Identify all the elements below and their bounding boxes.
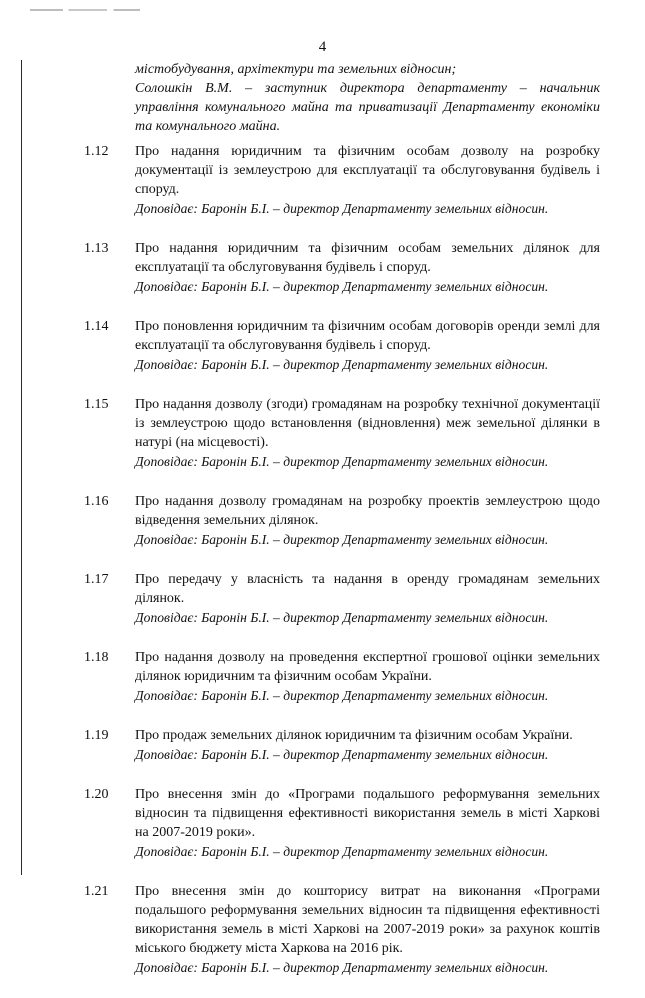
intro-block — [135, 60, 600, 136]
item-number: 1.17 — [84, 572, 109, 587]
item-title: Про надання дозволу (згоди) громадянам на розробку технічної документації із землеустрою щодо встановлення (відновлення) меж земельної ділянки в натурі (на місцевості). — [135, 397, 600, 450]
item-title: Про внесення змін до «Програми подальшого реформування земельних відносин та підвищення ефективності використання земель в місті Харкові на 2007-2019 роки». — [135, 787, 600, 840]
item-number: 1.19 — [84, 728, 109, 743]
agenda-item — [0, 785, 645, 861]
agenda-item — [0, 648, 645, 705]
item-reporter: Доповідає: Баронін Б.І. – директор Департаменту земельних відносин. — [135, 357, 549, 372]
scan-artifact — [30, 9, 140, 11]
item-number: 1.20 — [84, 787, 109, 802]
item-body — [135, 726, 600, 764]
item-number: 1.18 — [84, 650, 109, 665]
item-title: Про надання юридичним та фізичним особам земельних ділянок для експлуатації та обслуговування будівель і споруд. — [135, 241, 600, 275]
agenda-item — [0, 570, 645, 627]
item-title: Про надання дозволу громадянам на розробку проектів землеустрою щодо відведення земельних ділянок. — [135, 494, 600, 528]
item-reporter: Доповідає: Баронін Б.І. – директор Департаменту земельних відносин. — [135, 454, 549, 469]
intro-line: містобудування, архітектури та земельних відносин; — [135, 62, 457, 77]
item-number: 1.16 — [84, 494, 109, 509]
item-body — [135, 395, 600, 471]
item-title: Про продаж земельних ділянок юридичним та фізичним особам України. — [135, 728, 573, 743]
item-reporter: Доповідає: Баронін Б.І. – директор Департаменту земельних відносин. — [135, 844, 549, 859]
item-title: Про надання юридичним та фізичним особам дозволу на розробку документації із землеустрою для експлуатації та обслуговування будівель і споруд. — [135, 144, 600, 197]
agenda-item — [0, 492, 645, 549]
item-reporter: Доповідає: Баронін Б.І. – директор Департаменту земельних відносин. — [135, 688, 549, 703]
item-title: Про надання дозволу на проведення експертної грошової оцінки земельних ділянок юридичним та фізичним особам України. — [135, 650, 600, 684]
item-number: 1.13 — [84, 241, 109, 256]
item-title: Про передачу у власність та надання в оренду громадянам земельних ділянок. — [135, 572, 600, 606]
intro-speaker: Солошкін В.М. – заступник директора департаменту – начальник управління комунального майна та приватизації Департаменту економіки та комунального майна. — [135, 81, 600, 134]
item-number: 1.12 — [84, 144, 109, 159]
item-title: Про внесення змін до кошторису витрат на виконання «Програми подальшого реформування земельних відносин та підвищення ефективності використання земель в місті Харкові на 2007-2019 роки» за рахунок коштів міського бюджету міста Харкова на 2016 рік. — [135, 884, 600, 956]
agenda-item — [0, 239, 645, 296]
item-body — [135, 239, 600, 296]
agenda-item — [0, 882, 645, 977]
item-reporter: Доповідає: Баронін Б.І. – директор Департаменту земельних відносин. — [135, 610, 549, 625]
agenda-item — [0, 395, 645, 471]
item-reporter: Доповідає: Баронін Б.І. – директор Департаменту земельних відносин. — [135, 960, 549, 975]
agenda-item — [0, 142, 645, 218]
item-reporter: Доповідає: Баронін Б.І. – директор Департаменту земельних відносин. — [135, 747, 549, 762]
agenda-list — [0, 142, 645, 998]
item-body — [135, 317, 600, 374]
item-title: Про поновлення юридичним та фізичним особам договорів оренди землі для експлуатації та обслуговування будівель і споруд. — [135, 319, 600, 353]
item-number: 1.14 — [84, 319, 109, 334]
item-body — [135, 570, 600, 627]
item-body — [135, 785, 600, 861]
page-number: 4 — [318, 39, 327, 55]
item-reporter: Доповідає: Баронін Б.І. – директор Департаменту земельних відносин. — [135, 279, 549, 294]
item-body — [135, 882, 600, 977]
item-body — [135, 492, 600, 549]
agenda-item — [0, 317, 645, 374]
item-number: 1.15 — [84, 397, 109, 412]
item-body — [135, 648, 600, 705]
item-reporter: Доповідає: Баронін Б.І. – директор Департаменту земельних відносин. — [135, 201, 549, 216]
agenda-item — [0, 726, 645, 764]
item-body — [135, 142, 600, 218]
item-reporter: Доповідає: Баронін Б.І. – директор Департаменту земельних відносин. — [135, 532, 549, 547]
item-number: 1.21 — [84, 884, 109, 899]
